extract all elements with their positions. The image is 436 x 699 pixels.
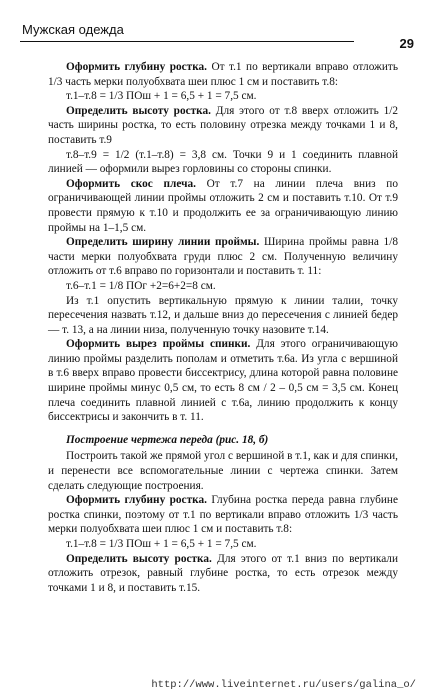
paragraph [48,337,398,425]
header-divider [20,41,354,42]
paragraph [48,449,398,493]
paragraph-lead-bold: Определить ширину линии проймы. [66,236,260,249]
formula-line: т.1–т.8 = 1/3 ПОш + 1 = 6,5 + 1 = 7,5 см. [66,90,257,103]
paragraph-lead-bold: Определить высоту ростка. [66,552,212,565]
paragraph-lead-bold: Оформить глубину ростка. [66,494,207,507]
paragraph-text: Для этого ограничивающую линию проймы разделить пополам и отметить т.6а. Из угла с вершиной в т.6 вверх вправо провести биссектрису, длина которой равна половине ширине проймы минус 0,5 см, то есть 8 см / 2 – 0,5 см = 3,5 см. Конец плеча соединить плавной линией с т.6а, линию продолжить к концу биссектрисы и закончить в т. 11. [48,338,398,424]
paragraph [48,552,398,596]
formula-line: т.6–т.1 = 1/8 ПОг +2=6+2=8 см. [66,279,216,292]
paragraph-lead-bold: Определить высоту ростка. [66,104,211,117]
formula-line: т.8–т.9 = 1/2 (т.1–т.8) = 3,8 см. Точки 9 и 1 соединить плавной линией — оформили вырез горловины со стороны спинки. [48,148,398,176]
paragraph-text: От т.7 на линии плеча вниз по ограничивающей линии проймы отложить 2 см и поставить т.10. От т.9 провести прямую к т.10 и продолжить ее за ограничивающую линию проймы на 1–1,5 см. [48,177,398,234]
paragraph-text: Для этого от т.1 вниз по вертикали отложить отрезок, равный глубине ростка, то есть отрезок между точками 1 и 8, и поставить т.15. [48,552,398,594]
paragraph-text: Из т.1 опустить вертикальную прямую к линии талии, точку пересечения назвать т.12, и дальше вниз до пересечения с линией бедер — т. 13, а на линии низа, полученную точку назовите т.14. [48,294,398,336]
paragraph [48,294,398,338]
paragraph-text: Для этого от т.8 вверх отложить 1/2 часть ширины ростка, то есть половину отрезка между точками 1 и 8, поставить т.9 [48,104,398,146]
paragraph-lead-bold: Оформить скос плеча. [66,177,196,190]
paragraph-lead-bold: Оформить глубину ростка. [66,61,208,73]
paragraph [48,493,398,537]
section-heading: Построение чертежа переда (рис. 18, б) [66,433,269,446]
paragraph-text: Ширина проймы равна 1/8 части мерки полуобхвата груди плюс 2 см. Полученную величину отложить от т.6 вправо по горизонтали и поставить т. 11: [48,236,398,278]
paragraph-text: От т.1 по вертикали вправо отложить 1/3 часть мерки полуобхвата шеи плюс 1 см и поставить т.8: [48,61,398,88]
page-number: 29 [399,36,414,51]
running-header: Мужская одежда [22,22,124,37]
body-text [48,60,398,595]
paragraph [48,177,398,235]
paragraph-text: Глубина ростка переда равна глубине ростка спинки, поэтому от т.1 по вертикали вправо отложить 1/3 часть мерки полуобхвата шеи плюс 1 см и поставить т.8: [48,494,398,536]
paragraph-lead-bold: Оформить вырез проймы спинки. [66,338,251,351]
paragraph [48,104,398,148]
formula-line: т.1–т.8 = 1/3 ПОш + 1 = 6,5 + 1 = 7,5 см. [66,538,257,550]
paragraph [48,235,398,279]
footer-url: http://www.liveinternet.ru/users/galina_o/ [151,679,416,691]
paragraph-text: Построить такой же прямой угол с вершиной в т.1, как и для спинки, и перенести все вспомогательные линии с чертежа спинки. Затем сделать следующие построения. [48,450,398,492]
paragraph [48,60,398,89]
